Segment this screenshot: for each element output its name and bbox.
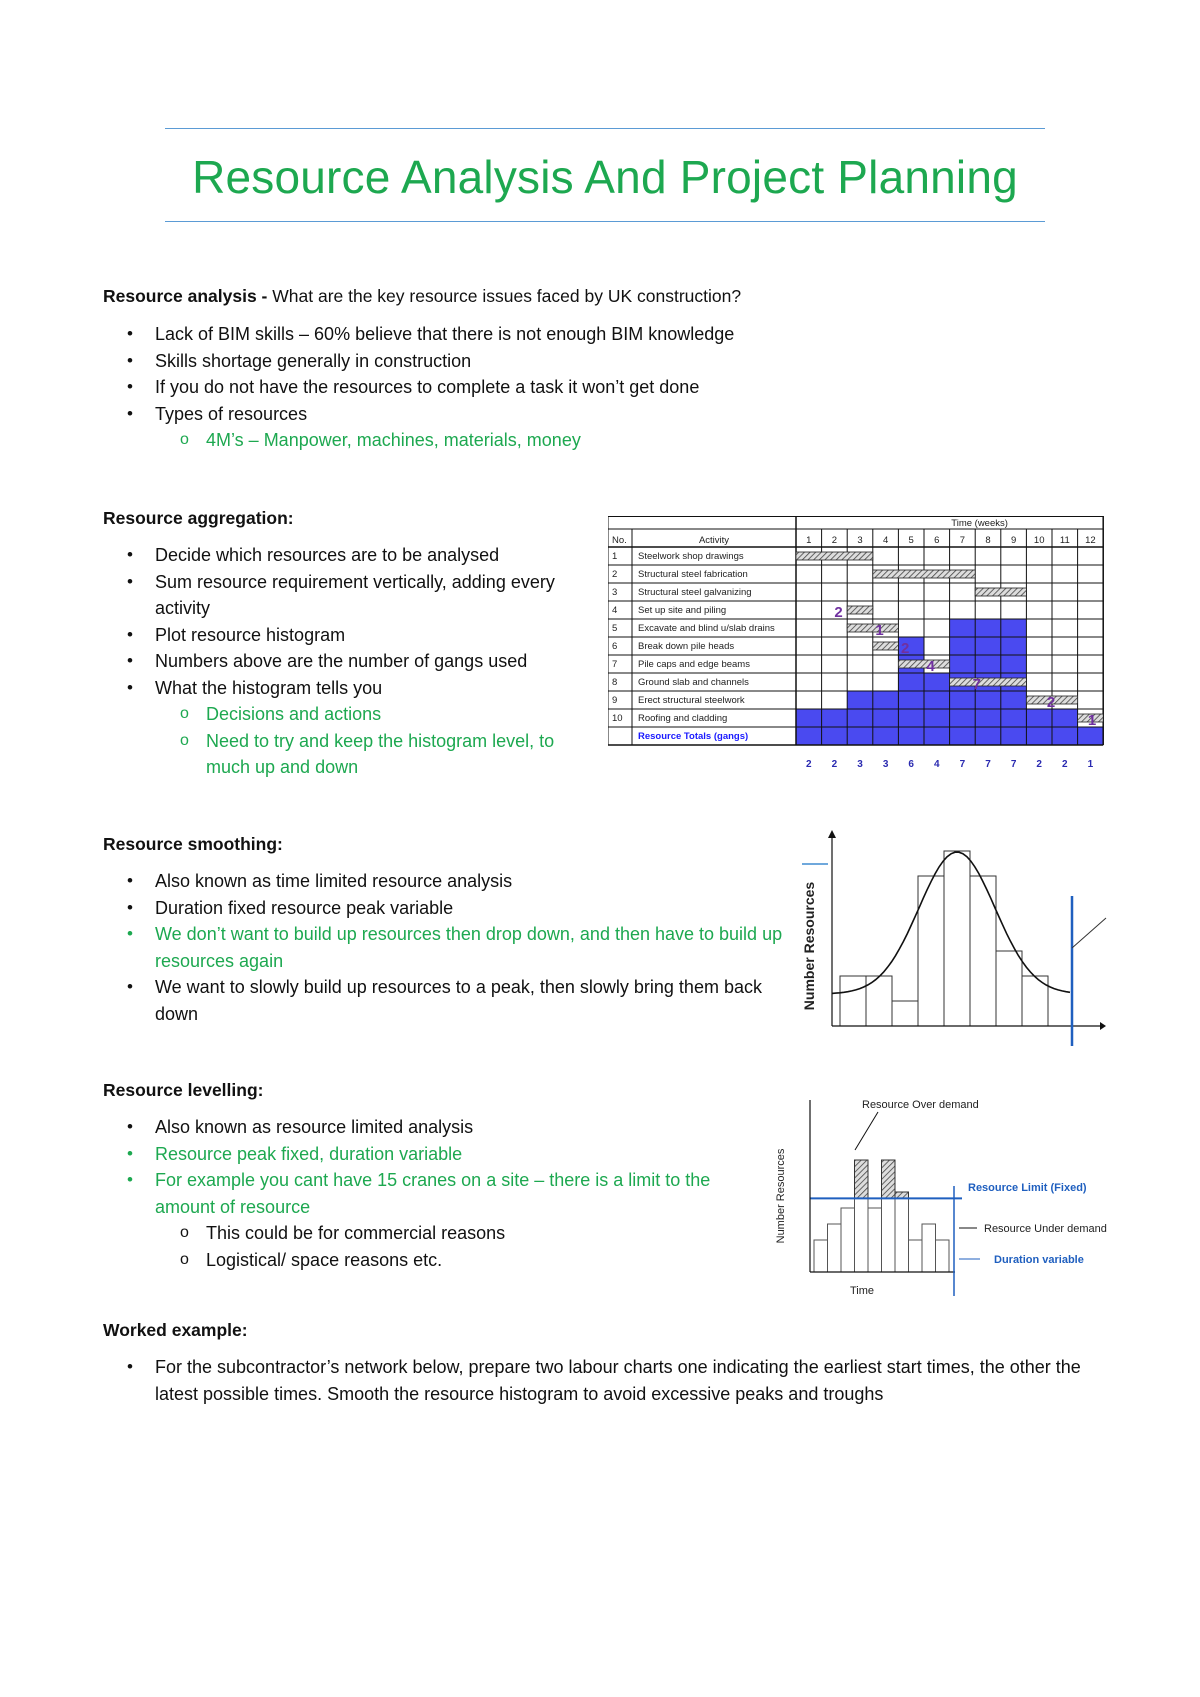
- histogram-bar: [944, 851, 970, 1026]
- gang-count-label: 2: [1046, 694, 1056, 711]
- column-header-no: No.: [612, 535, 627, 546]
- list-item: • Also known as time limited resource analysis: [103, 868, 793, 895]
- week-label: 2: [831, 535, 838, 546]
- page-title: Resource Analysis And Project Planning: [192, 151, 1018, 203]
- resource-total-value: 2: [1036, 759, 1042, 770]
- activity-name: Steelwork shop drawings: [638, 551, 744, 562]
- histogram-bar: [909, 1240, 923, 1272]
- y-axis-arrow: [828, 830, 836, 838]
- over-demand-segment: [855, 1160, 869, 1198]
- section-heading-resource-levelling: Resource levelling:: [103, 1080, 264, 1100]
- gang-count-label: 2: [900, 640, 910, 657]
- activity-name: Structural steel galvanizing: [638, 587, 752, 598]
- resource-totals-label: Resource Totals (gangs): [638, 731, 749, 742]
- histogram-bar: [840, 976, 866, 1026]
- list-item: • Numbers above are the number of gangs used: [103, 648, 583, 675]
- week-label: 4: [882, 535, 889, 546]
- gang-count-label: 1: [1087, 712, 1097, 729]
- section-heading-worked-example: Worked example:: [103, 1320, 248, 1340]
- bell-curve: [832, 852, 1070, 993]
- under-demand-label: Resource Under demand: [984, 1223, 1107, 1235]
- section-heading-resource-smoothing: Resource smoothing:: [103, 834, 283, 854]
- sub-list-item: o This could be for commercial reasons: [103, 1220, 743, 1247]
- activity-name: Break down pile heads: [638, 641, 735, 652]
- week-label: 11: [1059, 535, 1070, 546]
- histogram-bar: [895, 1192, 909, 1272]
- activity-no: 3: [612, 587, 618, 598]
- resource-total-value: 2: [806, 759, 812, 770]
- histogram-bar: [828, 1224, 842, 1272]
- worked-example-list: [103, 1354, 1103, 1407]
- activity-no: 8: [612, 677, 618, 688]
- resource-total-value: 7: [1010, 759, 1017, 770]
- list-item: • For the subcontractor’s network below, prepare two labour charts one indicating the earliest start times, the other the latest possible times. Smooth the resource histogram to avoid excessive peaks and troughs: [103, 1354, 1103, 1407]
- activity-no: 9: [612, 695, 618, 706]
- resource-smoothing-histogram: [790, 826, 1110, 1048]
- resource-limit-label: Resource Limit (Fixed): [968, 1182, 1087, 1194]
- histogram-bar: [814, 1240, 828, 1272]
- heading-label: Resource analysis -: [103, 286, 268, 306]
- resource-total-value: 2: [831, 759, 838, 770]
- list-item: • Also known as resource limited analysis: [103, 1114, 743, 1141]
- sub-list-item: o 4M’s – Manpower, machines, materials, money: [103, 427, 1103, 454]
- activity-bar: [898, 660, 949, 668]
- resource-total-value: 3: [882, 759, 889, 770]
- list-item: • Skills shortage generally in construction: [103, 348, 1103, 375]
- activity-bar: [975, 588, 1026, 596]
- week-label: 3: [857, 535, 863, 546]
- gang-count-label: 2: [834, 604, 843, 621]
- activity-name: Ground slab and channels: [638, 677, 749, 688]
- section-heading-resource-analysis: [103, 286, 741, 307]
- activity-no: 2: [612, 569, 618, 580]
- title-rule-bottom: [165, 221, 1045, 222]
- list-item: • Lack of BIM skills – 60% believe that there is not enough BIM knowledge: [103, 321, 1103, 348]
- resource-total-value: 6: [908, 759, 914, 770]
- sub-list-item: o Decisions and actions: [103, 701, 583, 728]
- gang-count-label: 4: [926, 658, 935, 675]
- week-label: 10: [1033, 535, 1045, 546]
- activity-bar: [950, 678, 1027, 686]
- activity-no: 5: [612, 623, 618, 634]
- histogram-bar: [996, 951, 1022, 1026]
- activity-bar: [847, 606, 873, 614]
- list-item: • Duration fixed resource peak variable: [103, 895, 793, 922]
- list-item: • For example you cant have 15 cranes on a site – there is a limit to the amount of resource: [103, 1167, 743, 1220]
- activity-name: Roofing and cladding: [638, 713, 728, 724]
- list-item: • Sum resource requirement vertically, adding every activity: [103, 569, 583, 622]
- resource-total-value: 7: [959, 759, 966, 770]
- list-item: • Resource peak fixed, duration variable: [103, 1141, 743, 1168]
- gang-count-label: 1: [875, 622, 884, 639]
- histogram-bar: [922, 1224, 936, 1272]
- over-demand-segment: [882, 1160, 896, 1198]
- histogram-bar: [918, 876, 944, 1026]
- week-label: 5: [908, 535, 914, 546]
- y-axis-label: Number Resources: [801, 881, 817, 1011]
- week-label: 12: [1085, 535, 1096, 546]
- resource-smoothing-list: [103, 868, 793, 1027]
- section-heading-resource-aggregation: Resource aggregation:: [103, 508, 294, 528]
- histogram-bar: [1078, 727, 1104, 745]
- histogram-bar: [970, 876, 996, 1026]
- resource-aggregation-list: [103, 542, 583, 781]
- week-label: 9: [1010, 535, 1017, 546]
- x-axis-label: Time: [849, 1285, 875, 1297]
- resource-levelling-list: [103, 1114, 743, 1273]
- resource-levelling-histogram: [770, 1098, 1120, 1304]
- list-item: • Plot resource histogram: [103, 622, 583, 649]
- activity-bar: [847, 624, 898, 632]
- activity-no: 10: [612, 713, 623, 724]
- activity-name: Erect structural steelwork: [638, 695, 745, 706]
- activity-name: Excavate and blind u/slab drains: [638, 623, 775, 634]
- week-label: 7: [959, 535, 966, 546]
- activity-name: Set up site and piling: [638, 605, 727, 616]
- activity-no: 6: [612, 641, 618, 652]
- sub-list-item: o Logistical/ space reasons etc.: [103, 1247, 743, 1274]
- week-label: 1: [806, 535, 812, 546]
- x-axis-arrow: [1100, 1022, 1106, 1030]
- histogram-bar: [936, 1240, 950, 1272]
- heading-question: What are the key resource issues faced by UK construction?: [267, 286, 742, 306]
- activity-no: 4: [612, 605, 618, 616]
- list-item: • If you do not have the resources to complete a task it won’t get done: [103, 374, 1103, 401]
- sub-list-item: o Need to try and keep the histogram level, to much up and down: [103, 728, 583, 781]
- over-demand-callout: [855, 1112, 878, 1150]
- list-item: • We want to slowly build up resources to a peak, then slowly bring them back down: [103, 974, 793, 1027]
- activity-bar: [873, 642, 899, 650]
- time-header: Time (weeks): [951, 518, 1008, 529]
- list-item: • We don’t want to build up resources then drop down, and then have to build up resources again: [103, 921, 793, 974]
- histogram-bar: [841, 1208, 855, 1272]
- activity-bar: [873, 570, 975, 578]
- list-item: • Decide which resources are to be analysed: [103, 542, 583, 569]
- callout-line: [1072, 918, 1106, 948]
- title-rule-top: [165, 128, 1045, 129]
- resource-total-value: 4: [934, 759, 940, 770]
- list-item: • Types of resources: [103, 401, 1103, 428]
- gang-count-label: 7: [972, 676, 981, 693]
- resource-total-value: 3: [857, 759, 863, 770]
- week-label: 6: [934, 535, 940, 546]
- activity-no: 1: [612, 551, 618, 562]
- y-axis-label: Number Resources: [775, 1148, 787, 1244]
- histogram-bar: [847, 691, 873, 745]
- activity-no: 7: [612, 659, 618, 670]
- week-label: 8: [985, 535, 991, 546]
- list-item: • What the histogram tells you: [103, 675, 583, 702]
- resource-total-value: 2: [1062, 759, 1068, 770]
- resource-analysis-list: [103, 321, 1103, 454]
- over-demand-label: Resource Over demand: [862, 1099, 979, 1111]
- column-header-activity: Activity: [698, 535, 730, 546]
- activity-name: Structural steel fabrication: [638, 569, 748, 580]
- duration-variable-label: Duration variable: [994, 1254, 1084, 1266]
- activity-name: Pile caps and edge beams: [638, 659, 750, 670]
- resource-aggregation-gantt-chart: [608, 516, 1104, 774]
- histogram-bar: [868, 1208, 882, 1272]
- histogram-bar: [873, 691, 899, 745]
- histogram-bar: [892, 1001, 918, 1026]
- resource-total-value: 1: [1087, 759, 1094, 770]
- resource-total-value: 7: [985, 759, 991, 770]
- activity-bar: [796, 552, 873, 560]
